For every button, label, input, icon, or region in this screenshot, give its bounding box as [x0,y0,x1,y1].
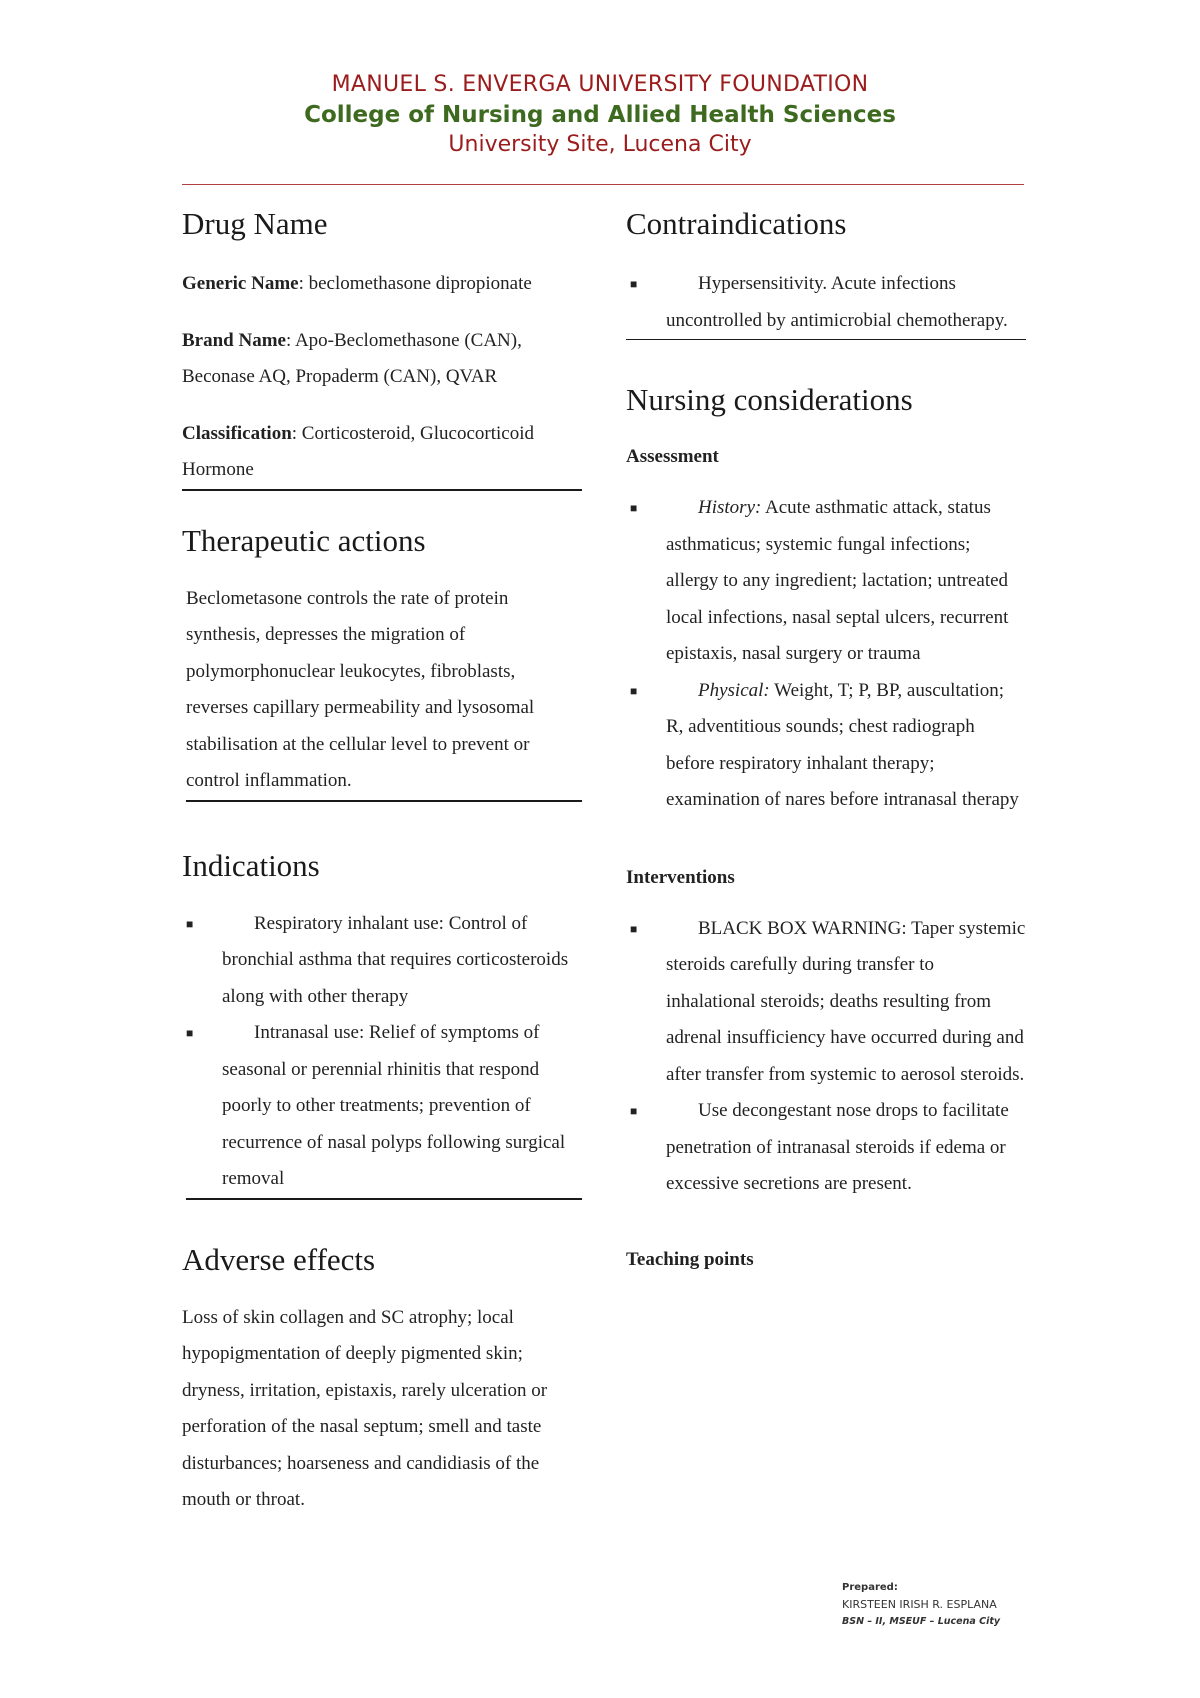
therapeutic-actions-title: Therapeutic actions [182,522,426,558]
indications-title: Indications [182,847,320,883]
university-name: MANUEL S. ENVERGA UNIVERSITY FOUNDATION [331,72,869,97]
bullet-icon: ■ [630,1104,638,1118]
document-header [0,70,1200,160]
list-item: ■ Physical: Weight, T; P, BP, auscultation; R, adventitious sounds; chest radiograph before respiratory inhalant therapy; examination of nares before intranasal therapy [626,673,1026,819]
prepared-label: Prepared: [842,1582,898,1593]
list-item: ■ Use decongestant nose drops to facilitate penetration of intranasal steroids if edema or excessive secretions are present. [626,1093,1026,1203]
brand-name: Brand Name: Apo-Beclomethasone (CAN), Beconase AQ, Propaderm (CAN), QVAR [182,329,522,387]
assessment-list [626,490,1026,819]
left-column [182,204,582,1519]
bullet-icon: ■ [630,921,638,936]
therapeutic-actions-text: Beclometasone controls the rate of protein synthesis, depresses the migration of polymorphonuclear leukocytes, fibroblasts, reverses capillary permeability and lysosomal stabilisation at the cellular level to prevent or control inflammation. [186,587,535,791]
adverse-effects-title: Adverse effects [182,1241,376,1277]
college-name: College of Nursing and Allied Health Sciences [304,102,896,128]
bullet-icon: ■ [186,1026,194,1040]
drug-name-title: Drug Name [182,206,328,241]
bullet-icon: ■ [630,277,638,291]
list-item: ■ Hypersensitivity. Acute infections uncontrolled by antimicrobial chemotherapy. [626,266,1026,339]
bullet-icon: ■ [630,683,638,698]
contraindications-list [626,266,1026,339]
list-item: ■ Intranasal use: Relief of symptoms of seasonal or perennial rhinitis that respond poorly to other treatments; prevention of recurrence of nasal polyps following surgical removal [182,1015,582,1198]
assessment-label: Assessment [626,446,719,467]
list-item: ■ Respiratory inhalant use: Control of bronchial asthma that requires corticosteroids along with other therapy [182,906,582,1016]
interventions-list [626,911,1026,1203]
preparer-name: KIRSTEEN IRISH R. ESPLANA [842,1598,997,1611]
header-divider [182,184,1024,185]
bullet-icon: ■ [186,916,194,931]
teaching-points-label: Teaching points [626,1248,754,1270]
university-site: University Site, Lucena City [448,132,752,157]
nursing-considerations-title: Nursing considerations [626,382,913,417]
adverse-effects-text: Loss of skin collagen and SC atrophy; local hypopigmentation of deeply pigmented skin; dryness, irritation, epistaxis, rarely ulceration or perforation of the nasal septum; smell and taste disturbances; hoarseness and candidiasis of the mouth or throat. [182,1306,548,1510]
list-item: ■ History: Acute asthmatic attack, status asthmaticus; systemic fungal infections; allergy to any ingredient; lactation; untreated local infections, nasal septal ulcers, recurrent epistaxis, nasal surgery or trauma [626,490,1026,673]
interventions-label: Interventions [626,866,735,888]
bullet-icon: ■ [630,501,638,515]
right-column [626,204,1026,1273]
indications-list [182,906,582,1198]
preparer-course: BSN – II, MSEUF – Lucena City [842,1616,1001,1627]
list-item: ■ BLACK BOX WARNING: Taper systemic steroids carefully during transfer to inhalational steroids; deaths resulting from adrenal insufficiency have occurred during and after transfer from systemic to aerosol steroids. [626,911,1026,1094]
prepared-by [842,1580,1000,1630]
generic-name: Generic Name: beclomethasone dipropionate [182,273,532,294]
contraindications-title: Contraindications [626,206,847,241]
classification: Classification: Corticosteroid, Glucocorticoid Hormone [182,422,534,480]
